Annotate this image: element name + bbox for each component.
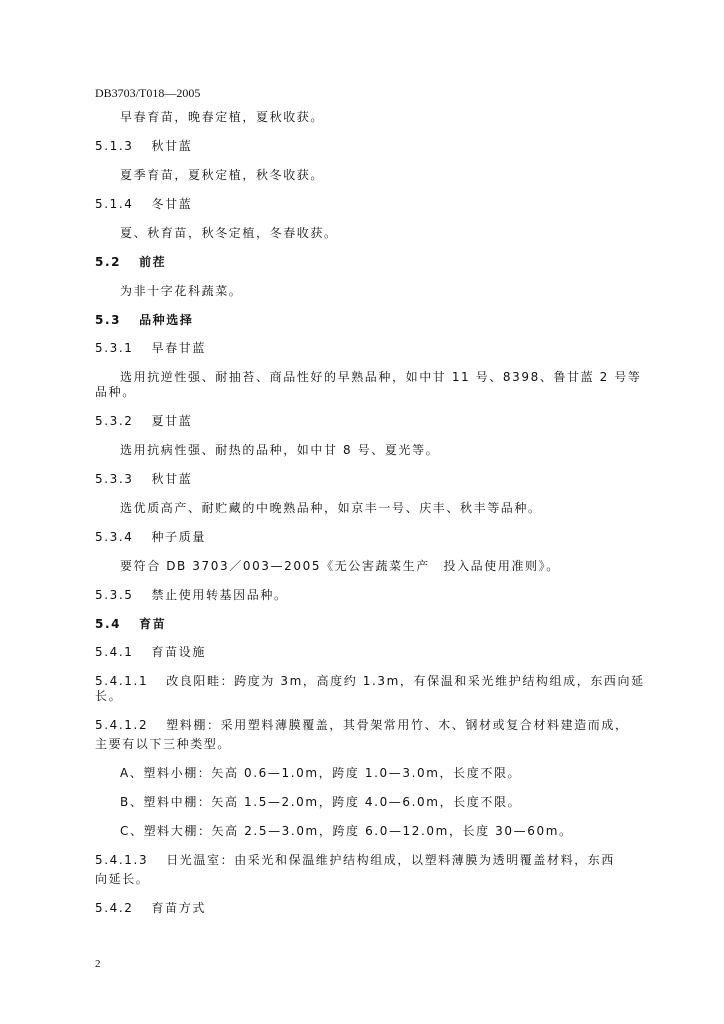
clause-5-4-1-1 — [95, 674, 645, 688]
paragraph-line: 要符合 DB 3703／003—2005《无公害蔬菜生产 投入品使用准则》。 — [120, 559, 560, 573]
section-heading-5-3-1 — [95, 341, 206, 355]
document-code-header: DB3703/T018—2005 — [95, 86, 201, 100]
section-number: 5.1.3 — [95, 139, 134, 153]
section-title: 秋甘蓝 — [151, 139, 193, 153]
section-title: 种子质量 — [151, 530, 206, 544]
section-number: 5.3.5 — [95, 588, 134, 602]
section-number: 5.3 — [95, 313, 122, 327]
clause-5-4-1-3 — [95, 853, 615, 867]
clause-5-4-1-2 — [95, 718, 629, 732]
section-number: 5.4 — [95, 617, 122, 631]
section-title: 育苗方式 — [151, 901, 206, 915]
paragraph-line: 向延长。 — [95, 872, 150, 886]
section-number: 5.4.1 — [95, 645, 134, 659]
paragraph-line: 选用抗病性强、耐热的品种，如中甘 8 号、夏光等。 — [120, 443, 440, 457]
section-heading-5-3-4 — [95, 530, 206, 544]
clause-text: 改良阳畦：跨度为 3m，高度约 1.3m，有保温和采光维护结构组成，东西向延 — [166, 674, 645, 688]
section-number: 5.3.1 — [95, 341, 134, 355]
section-title: 前茬 — [139, 255, 167, 269]
section-number: 5.1.4 — [95, 197, 134, 211]
section-heading-5-1-4 — [95, 197, 192, 211]
section-number: 5.3.4 — [95, 530, 134, 544]
section-heading-5-4 — [95, 617, 166, 631]
paragraph-line: 选优质高产、耐贮藏的中晚熟品种，如京丰一号、庆丰、秋丰等品种。 — [120, 501, 542, 515]
paragraph-line: 夏季育苗，夏秋定植，秋冬收获。 — [120, 168, 325, 182]
section-heading-5-1-3 — [95, 139, 192, 153]
section-title: 冬甘蓝 — [151, 197, 193, 211]
section-number: 5.4.2 — [95, 901, 134, 915]
list-item: A、塑料小棚：矢高 0.6—1.0m，跨度 1.0—3.0m，长度不限。 — [120, 766, 522, 780]
section-heading-5-3 — [95, 313, 193, 327]
list-item: B、塑料中棚：矢高 1.5—2.0m，跨度 4.0—6.0m，长度不限。 — [120, 795, 522, 809]
section-title: 育苗设施 — [151, 645, 206, 659]
clause-text: 塑料棚：采用塑料薄膜覆盖，其骨架常用竹、木、钢材或复合材料建造而成， — [166, 718, 629, 732]
section-heading-5-3-5 — [95, 588, 288, 602]
section-number: 5.3.2 — [95, 414, 134, 428]
section-title: 品种选择 — [139, 313, 194, 327]
section-heading-5-4-1 — [95, 645, 206, 659]
section-heading-5-2 — [95, 255, 166, 269]
paragraph-line: 主要有以下三种类型。 — [95, 737, 232, 751]
section-heading-5-4-2 — [95, 901, 206, 915]
section-title: 夏甘蓝 — [151, 414, 193, 428]
section-heading-5-3-3 — [95, 472, 192, 486]
section-number: 5.2 — [95, 255, 122, 269]
section-number: 5.4.1.1 — [95, 674, 149, 688]
paragraph-line: 早春育苗，晚春定植，夏秋收获。 — [120, 110, 325, 124]
section-number: 5.3.3 — [95, 472, 134, 486]
section-heading-5-3-2 — [95, 414, 192, 428]
section-number: 5.4.1.2 — [95, 718, 149, 732]
section-number: 5.4.1.3 — [95, 853, 149, 867]
paragraph-line: 长。 — [95, 689, 123, 703]
paragraph-line: 夏、秋育苗，秋冬定植，冬春收获。 — [120, 226, 338, 240]
section-title: 育苗 — [139, 617, 167, 631]
paragraph-line: 为非十字花科蔬菜。 — [120, 284, 243, 298]
paragraph-line: 品种。 — [95, 385, 136, 399]
section-title: 秋甘蓝 — [151, 472, 193, 486]
list-item: C、塑料大棚：矢高 2.5—3.0m，跨度 6.0—12.0m，长度 30—60m。 — [120, 824, 573, 838]
paragraph-line: 选用抗逆性强、耐抽苔、商品性好的早熟品种，如中甘 11 号、8398、鲁甘蓝 2 号等 — [120, 370, 642, 384]
clause-text: 日光温室：由采光和保温维护结构组成，以塑料薄膜为透明覆盖材料，东西 — [166, 853, 615, 867]
section-title: 早春甘蓝 — [151, 341, 206, 355]
section-title: 禁止使用转基因品种。 — [151, 588, 288, 602]
page-number: 2 — [95, 958, 101, 970]
